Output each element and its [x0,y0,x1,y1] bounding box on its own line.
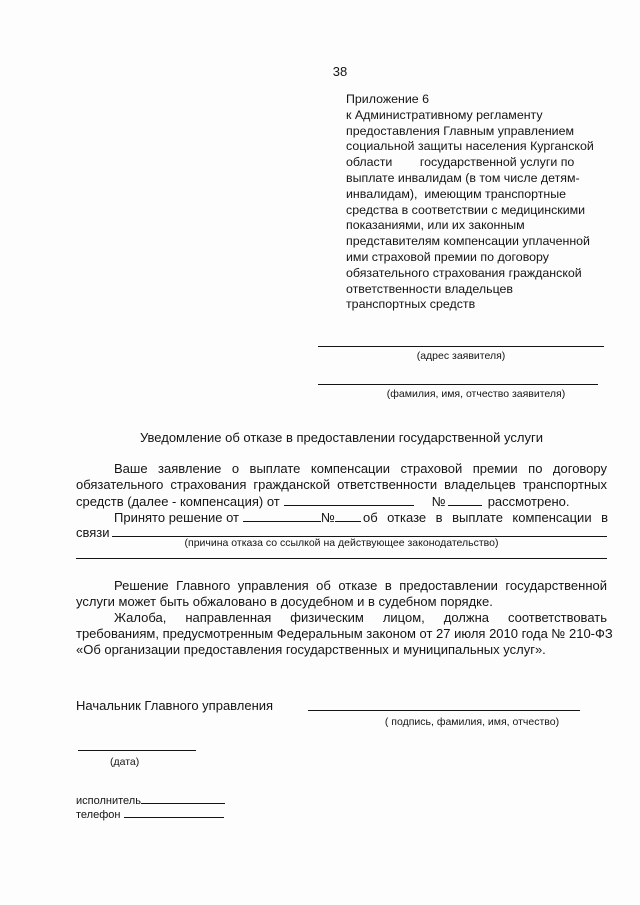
reason-caption: (причина отказа со ссылкой на действующее законодательство) [184,537,499,549]
paragraph-4-line-1: Жалоба, направленная физическим лицом, должна соответствовать [114,610,607,625]
paragraph-4-line-3: «Об организации предоставления государственных и муниципальных услуг». [76,642,546,657]
executor-label: исполнитель [76,795,141,807]
appendix-header [346,92,608,313]
paragraph-2-line-1 [114,509,608,525]
page-number: 38 [332,64,348,79]
paragraph-4-line-2: требованиям, предусмотренным Федеральным законом от 27 июля 2010 года № 210-ФЗ [76,626,613,641]
address-line [318,346,604,347]
decision-text: средств (далее - компенсация) от [76,494,280,509]
appendix-line: социальной защиты населения Курганской [346,139,594,154]
signature-label: Начальник Главного управления [76,698,274,713]
refusal-text: об отказе в выплате компенсации в [362,510,608,525]
application-date-blank [284,493,414,506]
decision-date-blank [243,509,321,522]
executor-blank [141,792,225,804]
paragraph-3-line-1: Решение Главного управления об отказе в предоставлении государственной [114,578,607,593]
appendix-line: обязательного страхования гражданской [346,265,582,280]
appendix-line: области государственной услуги по [346,155,575,170]
decision-text: Принято решение от [114,510,240,525]
date-caption: (дата) [110,756,140,768]
signature-caption: ( подпись, фамилия, имя, отчество) [384,716,560,728]
appendix-line: Приложение 6 [346,92,430,106]
appendix-line: к Административному регламенту [346,107,543,122]
appendix-line: ответственности владельцев [346,281,514,296]
decision-number-blank [335,509,361,522]
appendix-line: транспортных средств [346,297,476,312]
reviewed-text: рассмотрено. [487,494,570,509]
date-line [78,750,196,751]
appendix-line: предоставления Главным управлением [346,123,575,138]
reason-line-2 [76,558,607,559]
appendix-line: средства в соответствии с медицинскими [346,202,586,217]
appendix-line: ими страховой премии по договору [346,249,549,264]
appendix-line: инвалидам), имеющим транспортные [346,186,567,201]
due-to-text: связи [76,525,110,540]
paragraph-3-line-2: услуги может быть обжаловано в досудебном и в судебном порядке. [76,594,493,609]
application-number-blank [448,493,482,506]
signature-line [308,710,580,711]
executor-row [76,792,225,807]
phone-row [76,806,224,821]
paragraph-1-line-1: Ваше заявление о выплате компенсации страховой премии по договору [114,461,607,476]
appendix-line: показаниями, или их законным [346,218,525,233]
applicant-name-caption: (фамилия, имя, отчество заявителя) [386,388,566,400]
document-title: Уведомление об отказе в предоставлении государственной услуги [140,430,543,445]
appendix-line: представителям компенсации уплаченной [346,234,590,249]
paragraph-1-line-2: обязательного страхования гражданской ответственности владельцев транспортных [76,477,607,492]
phone-label: телефон [76,809,121,821]
address-caption: (адрес заявителя) [416,350,506,362]
number-sign: № [431,494,446,509]
phone-blank [124,806,224,818]
paragraph-1-line-3 [76,493,569,509]
appendix-line: выплате инвалидам (в том числе детям- [346,170,580,185]
applicant-name-line [318,384,598,385]
number-sign: № [321,510,335,525]
